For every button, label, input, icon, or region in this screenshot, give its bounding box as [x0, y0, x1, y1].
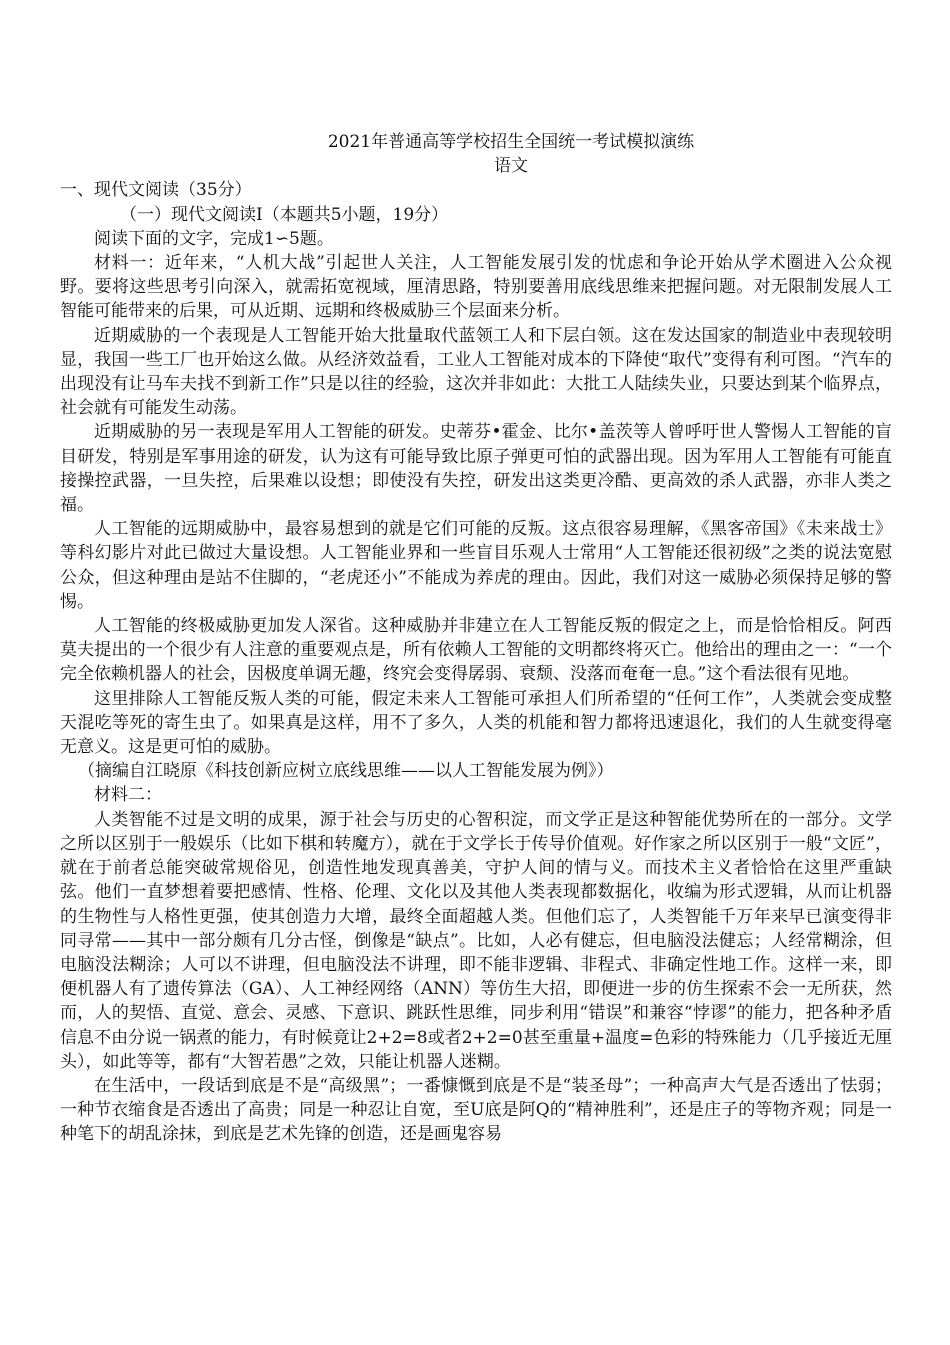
material1-paragraph-1: 材料一：近年来，“人机大战”引起世人关注，人工智能发展引发的忧虑和争论开始从学术圈进入公众视野。要将这些思考引向深入，就需拓宽视域，厘清思路，特别要善用底线思维来把握问题。对无限制发展人工智能可能带来的后果，可从近期、远期和终极威胁三个层面来分析。	[60, 253, 892, 322]
document-page	[60, 130, 892, 1147]
reading-instruction: 阅读下面的文字，完成1∽5题。	[94, 228, 334, 249]
section-heading: 一、现代文阅读（35分）	[60, 180, 252, 201]
material2-paragraph-2: 在生活中，一段话到底是不是“高级黑”；一番慷慨到底是不是“装圣母”；一种高声大气是否透出了怯弱；一种节衣缩食是否透出了高贵；同是一种忍让自宽，至U底是阿Q的“精神胜利”，还是庄子的等物齐观；同是一种笔下的胡乱涂抹，到底是艺术先锋的创造，还是画鬼容易	[60, 1075, 892, 1145]
material2-label: 材料二：	[94, 785, 162, 806]
material1-paragraph-3: 近期威胁的另一表现是军用人工智能的研发。史蒂芬•霍金、比尔•盖茨等人曾呼吁世人警惕人工智能的盲目研发，特别是军事用途的研发，认为这有可能导致比原子弹更可怕的武器出现。因为军用人工智能有可能直接操控武器，一旦失控，后果难以设想；即使没有失控，研发出这类更冷酷、更高效的杀人武器，亦非人类之福。	[60, 422, 892, 516]
material1-paragraph-5: 人工智能的终极威胁更加发人深省。这种威胁并非建立在人工智能反叛的假定之上，而是恰恰相反。阿西莫夫提出的一个很少有人注意的重要观点是，所有依赖人工智能的文明都终将灭亡。他给出的理由之一：“一个完全依赖机器人的社会，因极度单调无趣，终究会变得孱弱、衰颓、没落而奄奄一息。”这个看法很有见地。	[60, 616, 892, 685]
subject-title: 语文	[494, 156, 528, 177]
material1-citation: （摘编自江晓原《科技创新应树立底线思维——以人工智能发展为例》）	[78, 761, 614, 782]
material2-paragraph-1: 人类智能不过是文明的成果，源于社会与历史的心智积淀，而文学正是这种智能优势所在的一部分。文学之所以区别于一般娱乐（比如下棋和转魔方），就在于文学长于传导价值观。好作家之所以区别于一般“文匠”，就在于前者总能突破常规俗见，创造性地发现真善美，守护人间的情与义。而技术主义者恰恰在这里严重缺弦。他们一直梦想着要把感情、性格、伦理、文化以及其他人类表现都数据化，收编为形式逻辑，从而让机器的生物性与人格性更强，使其创造力大增，最终全面超越人类。但他们忘了，人类智能千万年来早已演变得非同寻常——其中一部分颇有几分古怪，倒像是“缺点”。比如，人必有健忘，但电脑没法健忘；人经常糊涂，但电脑没法糊涂；人可以不讲理，但电脑没法不讲理，即不能非逻辑、非程式、非确定性地工作。这样一来，即便机器人有了遗传算法（GA）、人工神经网络（ANN）等仿生大招，即便进一步的仿生探索不会一无所获，然而，人的契悟、直觉、意会、灵感、下意识、跳跃性思维，同步利用“错误”和兼容“悖谬”的能力，把各种矛盾信息不由分说一锅煮的能力，有时候竟让2+2=8或者2+2=0甚至重量+温度=色彩的特殊能力（几乎接近无厘头），如此等等，都有“大智若愚”之效，只能让机器人迷糊。	[60, 809, 892, 1072]
material1-paragraph-6: 这里排除人工智能反叛人类的可能，假定未来人工智能可承担人们所希望的“任何工作”，人类就会变成整天混吃等死的寄生虫了。如果真是这样，用不了多久，人类的机能和智力都将迅速退化，我们的人生就变得毫无意义。这是更可怕的威胁。	[60, 688, 892, 758]
subsection-heading: （一）现代文阅读Ⅰ（本题共5小题，19分）	[120, 204, 449, 225]
material1-paragraph-2: 近期威胁的一个表现是人工智能开始大批量取代蓝领工人和下层白领。这在发达国家的制造业中表现较明显，我国一些工厂也开始这么做。从经济效益看，工业人工智能对成本的下降使“取代”变得有利可图。“汽车的出现没有让马车夫找不到新工作”只是以往的经验，这次并非如此：大批工人陆续失业，只要达到某个临界点，社会就有可能发生动荡。	[60, 325, 892, 419]
exam-title: 2021年普通高等学校招生全国统一考试模拟演练	[327, 132, 695, 152]
material1-paragraph-4: 人工智能的远期威胁中，最容易想到的就是它们可能的反叛。这点很容易理解，《黑客帝国》《未来战士》等科幻影片对此已做过大量设想。人工智能业界和一些盲目乐观人士常用“人工智能还很初级”之类的说法宽慰公众，但这种理由是站不住脚的，“老虎还小”不能成为养虎的理由。因此，我们对这一威胁必须保持足够的警惕。	[60, 519, 892, 612]
